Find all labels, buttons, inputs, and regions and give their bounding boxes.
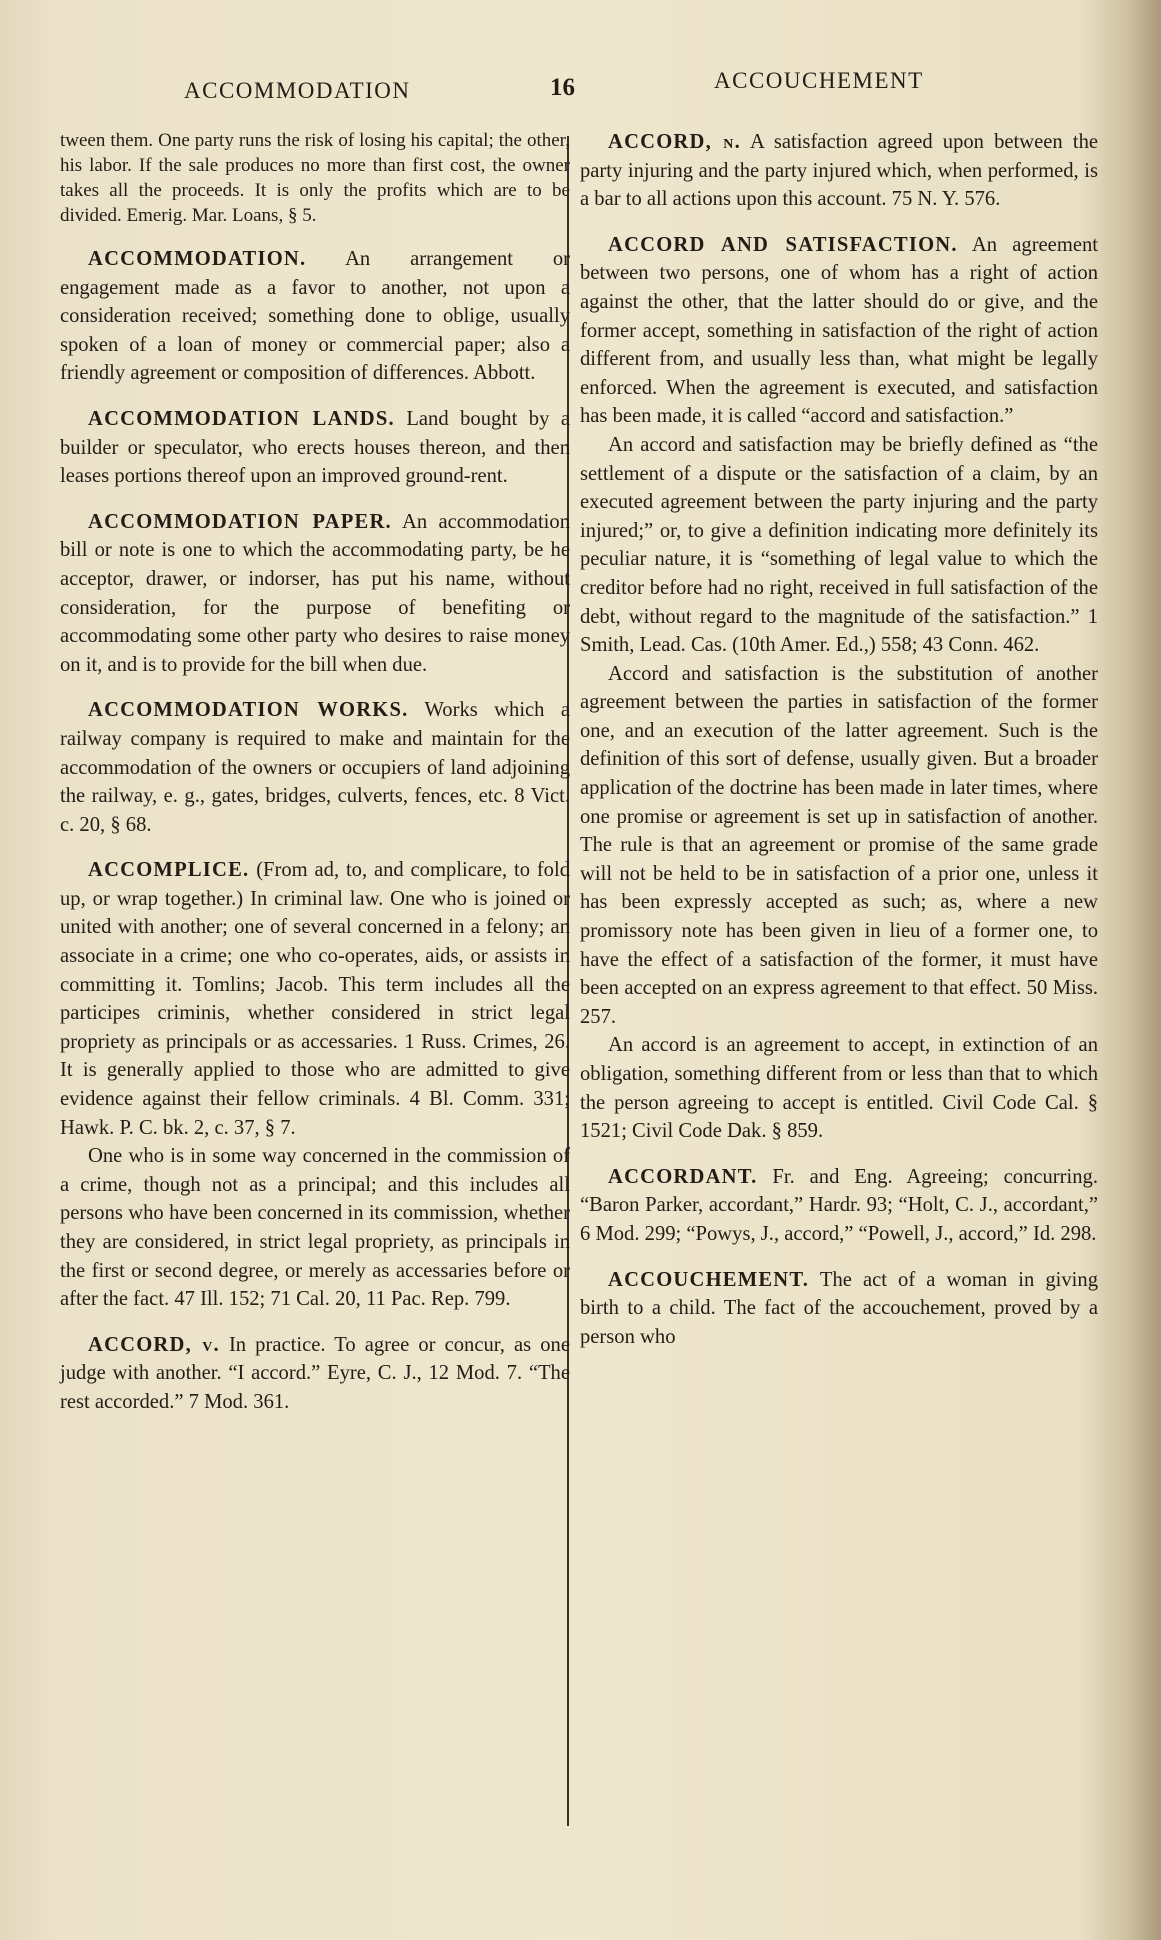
- entry-accouchement: [580, 1266, 1098, 1352]
- entry-text: An accommodation bill or note is one to which the accommodating party, be he acceptor, drawer, or indorser, has put his name, without consideration, for the purpose of benefiting or accommodating some other party who desires to raise money on it, and is to provide for the bill when due.: [60, 510, 570, 676]
- entry-paragraph: One who is in some way concerned in the commission of a crime, though not as a principal; and this includes all persons who have been concerned in its commission, whether they are considered, in strict legal propriety, as principals in the first or second degree, or merely as accessaries before or after the fact. 47 Ill. 152; 71 Cal. 20, 11 Pac. Rep. 799.: [60, 1145, 570, 1311]
- entry-accordant: [580, 1163, 1098, 1249]
- entry-headword: ACCORD, v.: [88, 1333, 220, 1356]
- entry-headword: ACCOMPLICE.: [88, 859, 250, 882]
- running-head-left: ACCOMMODATION: [184, 78, 411, 103]
- entry-text: A satisfaction agreed upon between the party injuring and the party injured which, when performed, is a bar to all actions upon this account. 75 N. Y. 576.: [580, 131, 1099, 211]
- entry-headword: ACCOMMODATION WORKS.: [88, 699, 409, 722]
- entry-paragraph: [60, 245, 570, 388]
- left-column: [60, 128, 570, 1434]
- running-head-right: ACCOUCHEMENT: [714, 68, 924, 93]
- entry-paragraph: An accord is an agreement to accept, in extinction of an obligation, something different from or less than that to which the person agreeing to accept is entitled. Civil Code Cal. § 1521; Civil Code Dak. § 859.: [580, 1034, 1098, 1143]
- entry-paragraph: [580, 1163, 1098, 1249]
- entry-accommodation-paper: [60, 508, 570, 680]
- entry-accord-verb: [60, 1331, 570, 1417]
- entry-accommodation: [60, 245, 570, 388]
- entry-headword: ACCOMMODATION PAPER.: [88, 510, 392, 533]
- entry-paragraph: [60, 856, 570, 1142]
- entry-headword: ACCOUCHEMENT.: [608, 1268, 810, 1291]
- entry-text: In practice. To agree or concur, as one judge with another. “I accord.” Eyre, C. J., 12 Mod. 7. “The rest accorded.” 7 Mod. 361.: [60, 1333, 570, 1413]
- entry-text: An agreement between two persons, one of whom has a right of action against the other, that the latter should do or give, and the former accept, something in satisfaction of the right of action different from, and usually less than, what might be legally enforced. When the agreement is executed, and satisfaction has been made, it is called “accord and satisfaction.”: [580, 233, 1099, 428]
- entry-text: An arrangement or engagement made as a favor to another, not upon a consideration received; something done to oblige, usually spoken of a loan of money or commercial paper; also a friendly agreement or composition of differences. Abbott.: [60, 248, 570, 385]
- entry-text: tween them. One party runs the risk of losing his capital; the other, his labor. If the sale produces no more than first cost, the owner takes all the proceeds. It is only the profits which are to be divided. Emerig. Mar. Loans, § 5.: [60, 130, 570, 226]
- entry-accord-and-satisfaction: [580, 231, 1098, 1146]
- entry-paragraph: [60, 405, 570, 491]
- entry-paragraph: [60, 696, 570, 839]
- entry-text: (From ad, to, and complicare, to fold up, or wrap together.) In criminal law. One who is joined or united with another; one of several concerned in a felony; an associate in a crime; one who co-operates, aids, or assists in committing it. Tomlins; Jacob. This term includes all the participes criminis, whether considered in strict legal propriety as principals or as accessaries. 1 Russ. Crimes, 26. It is generally applied to those who are admitted to give evidence against their fellow criminals. 4 Bl. Comm. 331; Hawk. P. C. bk. 2, c. 37, § 7.: [60, 859, 570, 1139]
- entry-headword: ACCORDANT.: [608, 1165, 758, 1188]
- entry-headword: ACCORD AND SATISFACTION.: [608, 233, 958, 256]
- entry-paragraph: An accord and satisfaction may be briefly defined as “the settlement of a dispute or the satisfaction of a claim, by an executed agreement between the party injuring and the party injured;” or, to give a definition indicating more definitely its peculiar nature, it is “something of legal value to which the creditor before had no right, received in full satisfaction of the debt, without regard to the magnitude of the satisfaction.” 1 Smith, Lead. Cas. (10th Amer. Ed.,) 558; 43 Conn. 462.: [580, 433, 1098, 657]
- entry-accommodation-lands: [60, 405, 570, 491]
- entry-text: Land bought by a builder or speculator, who erects houses thereon, and then leases portions thereof upon an improved ground-rent.: [60, 407, 570, 488]
- entry-paragraph: Accord and satisfaction is the substitution of another agreement between the parties in satisfaction of the former one, and an execution of the latter agreement. Such is the definition of this sort of defense, usually given. But a broader application of the doctrine has been made in later times, where one promise or agreement is set up in satisfaction of another. The rule is that an agreement or promise of the same grade will not be held to be in satisfaction of a prior one, unless it has been expressly accepted as such; as, where a new promissory note has been given in lieu of a former one, to have the effect of a satisfaction of the former, it must have been accepted on an express agreement to that effect. 50 Miss. 257.: [580, 662, 1098, 1028]
- page-number: 16: [550, 74, 575, 101]
- entry-continuation: [60, 128, 570, 228]
- entry-accommodation-works: [60, 696, 570, 839]
- entry-headword: ACCOMMODATION.: [88, 248, 307, 270]
- entry-paragraph: [580, 1266, 1098, 1352]
- entry-paragraph: [60, 1331, 570, 1417]
- entry-paragraph: [580, 231, 1098, 431]
- entry-paragraph: [580, 128, 1098, 214]
- entry-paragraph: [60, 508, 570, 680]
- entry-accord-noun: [580, 128, 1098, 214]
- entry-text: Works which a railway company is required to make and maintain for the accommodation of the owners or occupiers of land adjoining the railway, e. g., gates, bridges, culverts, fences, etc. 8 Vict. c. 20, § 68.: [60, 699, 570, 836]
- entry-headword: ACCOMMODATION LANDS.: [88, 407, 395, 430]
- page-header: [60, 66, 1110, 106]
- right-column: [580, 128, 1098, 1368]
- entry-headword: ACCORD, n.: [608, 131, 741, 153]
- entry-text: Fr. and Eng. Agreeing; concurring. “Baron Parker, accordant,” Hardr. 93; “Holt, C. J., accordant,” 6 Mod. 299; “Powys, J., accord,” “Powell, J., accord,” Id. 298.: [580, 1165, 1098, 1245]
- entry-accomplice: [60, 856, 570, 1314]
- entry-text: The act of a woman in giving birth to a child. The fact of the accouchement, proved by a person who: [580, 1268, 1098, 1348]
